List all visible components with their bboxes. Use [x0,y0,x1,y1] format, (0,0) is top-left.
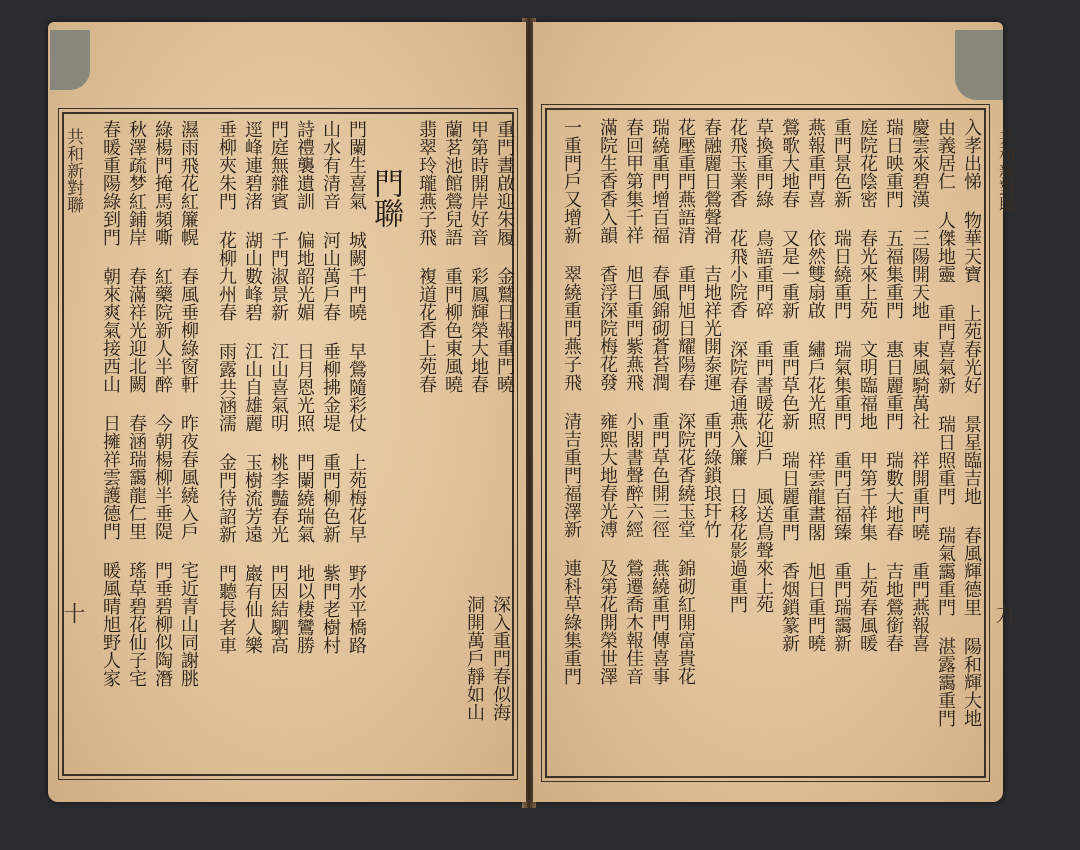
text-column: 花飛玉業香 花飛小院香 深院春通燕入簾 日移花影過重門 [727,118,748,613]
right-folio: 九 [992,602,1017,624]
right-margin-title: 共和新對聯 [995,128,1015,213]
text-column: 春回甲第集千祥 旭日重門紫燕飛 小閣書聲醉六經 鶯遷喬木報佳音 [623,118,644,685]
text-column: 燕報重門喜 依然雙扇啟 繡戶花光照 祥雲龍畫閣 旭日重門曉 [805,118,826,652]
text-column: 門闌生喜氣 城闕千門曉 早鶯隨彩仗 上苑梅花早 野水平橋路 [346,120,367,654]
worn-corner-left [50,30,90,90]
worn-corner-right [955,30,1003,100]
text-column: 庭院花陰密 春光來上苑 文明臨福地 甲第千祥集 上苑春風暖 [857,118,878,652]
text-column: 重門晝啟迎朱履 金鷲日報重門曉 [494,120,515,393]
text-column: 深入重門春似海 [490,595,511,721]
text-column: 門庭無雜賓 千門淑景新 江山喜氣明 桃李豔春光 門因結駟高 [268,120,289,654]
text-column: 春暖重陽綠到門 朝來爽氣接西山 日擁祥雲護德門 暖風晴旭野人家 [100,120,121,687]
left-folio: 十 [60,602,85,624]
text-column: 瑞繞重門增百福 春風錦砌蒼苔潤 重門草色開三徑 燕繞重門傳喜事 [649,118,670,685]
text-column: 翡翠玲瓏燕子飛 複道花香上苑春 [416,120,437,393]
text-column: 詩禮襲遺訓 偏地韶光媚 日月恩光照 門闌繞瑞氣 地以棲鸞勝 [294,120,315,654]
text-column: 山水有清音 河山萬戶春 垂柳拂金堤 重門柳色新 紫門老樹村 [320,120,341,654]
text-column: 草換重門綠 鳥語重門碎 重門書暖花迎戶 風送鳥聲來上苑 [753,118,774,613]
text-column: 花壓重門燕語清 重門旭日耀陽春 深院花香繞玉堂 錦砌紅開富貴花 [675,118,696,685]
text-column: 垂柳夾朱門 花柳九州春 雨露共涵濡 金門待詔新 門聽長者車 [216,120,237,654]
text-column: 重門景色新 瑞日繞重門 瑞氣集重門 重門百福臻 重門瑞靄新 [831,118,852,652]
text-column: 濕雨飛花紅簾幌 春風垂柳綠窗軒 昨夜春風繞入戶 宅近青山同謝朓 [178,120,199,687]
text-column: 由義居仁 人傑地靈 重門喜氣新 瑞日照重門 瑞氣靄重門 湛露靄重門 [935,118,956,727]
text-column: 春融麗日鶯聲滑 吉地祥光開泰運 重門綠鎖琅玕竹 [701,118,722,538]
text-column: 瑞日映重門 五福集重門 惠日麗重門 瑞數大地春 吉地鶯銜春 [883,118,904,652]
section-title: 門聯 [368,168,403,228]
text-column: 鶯歌大地春 又是一重新 重門草色新 瑞日麗重門 香烟鎖篆新 [779,118,800,652]
text-column: 蘭茗池館鶯兒語 重門柳色東風曉 [442,120,463,393]
text-column: 綠楊門掩馬頻嘶 紅藥院新人半醉 今朝楊柳半垂隄 門垂碧柳似陶潛 [152,120,173,687]
text-column: 一重門戶又增新 翠繞重門燕子飛 清吉重門福澤新 連科草綠集重門 [561,118,582,685]
text-column: 慶雲來碧漢 三陽開天地 東風騎萬社 祥開重門曉 重門燕報喜 [909,118,930,652]
text-column: 滿院生香香入韻 香浮深院梅花發 雍熙大地春光溥 及第花開榮世澤 [597,118,618,685]
text-column: 洞開萬戶靜如山 [464,595,485,721]
left-margin-title: 共和新對聯 [63,128,83,213]
text-column: 逕峰連碧渚 湖山數峰碧 江山自雄麗 玉樹流芳遠 巖有仙人樂 [242,120,263,654]
text-column: 入孝出悌 物華天寶 上苑春光好 景星臨吉地 春風輝德里 陽和輝大地 [961,118,982,727]
text-column: 秋澤疏梦紅鋪岸 春滿祥光迎北闕 春涵瑞靄龍仁里 瑤草碧花仙子宅 [126,120,147,687]
text-column: 甲第時開岸好音 彩鳳輝榮大地春 [468,120,489,393]
